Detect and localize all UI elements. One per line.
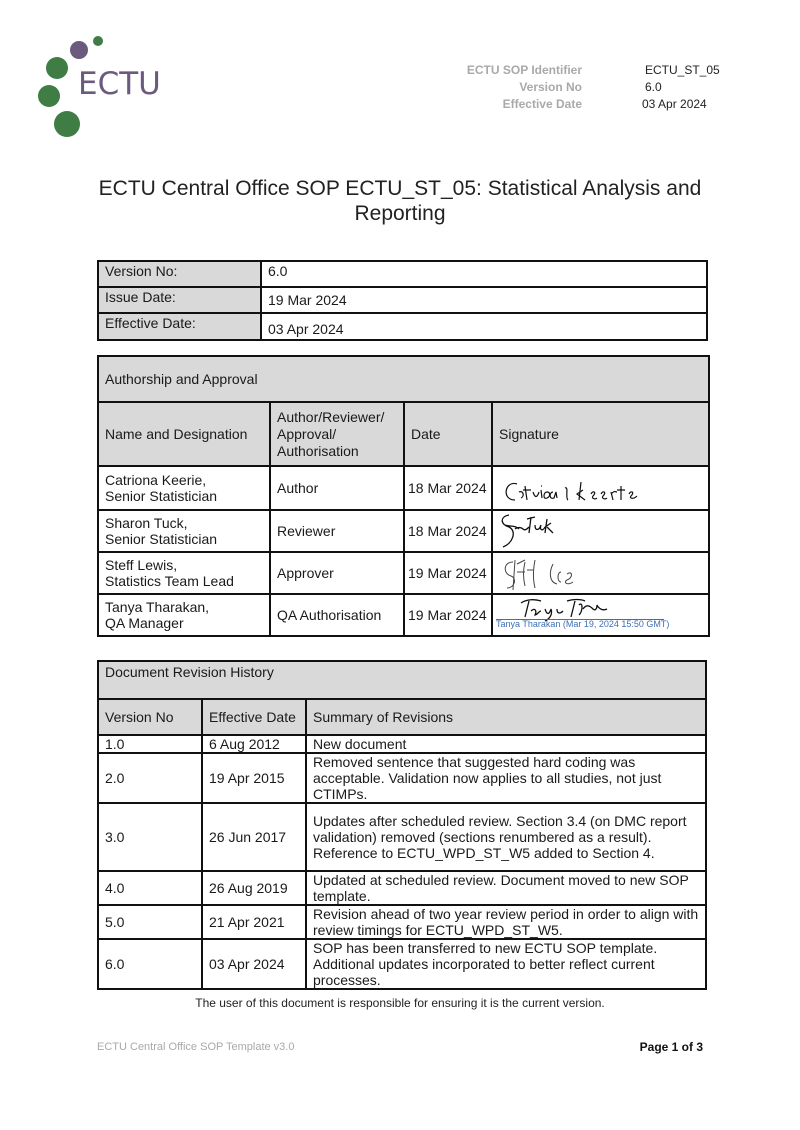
table-row <box>98 699 706 735</box>
meta-value: 6.0 <box>645 80 662 94</box>
role-cell: Approver <box>270 552 404 594</box>
column-header: Date <box>404 402 492 466</box>
person-designation: QA Manager <box>105 615 184 631</box>
summary-cell: Updated at scheduled review. Document moved to new SOP template. <box>306 871 706 905</box>
table-row <box>98 753 706 803</box>
date-cell: 6 Aug 2012 <box>202 735 306 753</box>
table-row <box>98 594 709 636</box>
column-header: Author/Reviewer/ Approval/ Authorisation <box>270 402 404 466</box>
signature-scribble-icon <box>495 470 695 510</box>
person-name: Catriona Keerie, <box>105 472 207 488</box>
version-cell: 2.0 <box>98 753 202 803</box>
name-cell <box>98 552 270 594</box>
date-cell: 26 Jun 2017 <box>202 803 306 871</box>
table-row <box>98 552 709 594</box>
person-designation: Senior Statistician <box>105 488 218 504</box>
version-cell: 4.0 <box>98 871 202 905</box>
table-row <box>98 313 707 340</box>
responsibility-note: The user of this document is responsible for ensuring it is the current version. <box>195 996 605 1010</box>
table-row <box>98 871 706 905</box>
summary-cell: New document <box>306 735 706 753</box>
table-row <box>98 356 709 402</box>
meta-label: Effective Date <box>502 97 582 111</box>
date-cell: 19 Apr 2015 <box>202 753 306 803</box>
signature-catriona-keerie <box>492 466 709 510</box>
date-cell: 19 Mar 2024 <box>404 594 492 636</box>
page-number: Page 1 of 3 <box>639 1040 703 1054</box>
date-cell: 19 Mar 2024 <box>404 552 492 594</box>
document-title: ECTU Central Office SOP ECTU_ST_05: Statistical Analysis and Reporting <box>98 177 702 225</box>
table-row <box>98 402 709 466</box>
signature-sharon-tuck <box>492 510 709 552</box>
role-cell: Author <box>270 466 404 510</box>
signature-caption: Tanya Tharakan (Mar 19, 2024 15:50 GMT) <box>496 619 670 629</box>
table-row <box>98 510 709 552</box>
date-cell: 18 Mar 2024 <box>404 466 492 510</box>
revision-history-heading: Document Revision History <box>98 661 706 699</box>
header-meta <box>450 63 750 114</box>
name-cell <box>98 510 270 552</box>
revision-history-table <box>97 660 707 990</box>
signature-scribble-icon <box>495 511 695 551</box>
table-row <box>98 939 706 989</box>
summary-cell: Revision ahead of two year review period in order to align with review timings for ECTU_WPD_ST_W5. <box>306 905 706 939</box>
person-name: Steff Lewis, <box>105 557 178 573</box>
person-name: Tanya Tharakan, <box>105 599 210 615</box>
effective-date-value: 03 Apr 2024 <box>261 313 707 340</box>
version-cell: 5.0 <box>98 905 202 939</box>
column-header: Effective Date <box>202 699 306 735</box>
effective-date-label: Effective Date: <box>98 313 261 340</box>
role-cell: QA Authorisation <box>270 594 404 636</box>
date-cell: 03 Apr 2024 <box>202 939 306 989</box>
person-designation: Senior Statistician <box>105 531 218 547</box>
authorship-heading: Authorship and Approval <box>98 356 709 402</box>
summary-cell: Updates after scheduled review. Section 3.4 (on DMC report validation) removed (sections renumbered as a result). Reference to ECTU_WPD_ST_W5 added to Section 4. <box>306 803 706 871</box>
table-row <box>98 735 706 753</box>
name-cell <box>98 594 270 636</box>
table-row <box>98 803 706 871</box>
date-cell: 26 Aug 2019 <box>202 871 306 905</box>
table-row <box>98 261 707 287</box>
table-row <box>98 661 706 699</box>
template-version: ECTU Central Office SOP Template v3.0 <box>97 1041 295 1053</box>
role-cell: Reviewer <box>270 510 404 552</box>
date-cell: 18 Mar 2024 <box>404 510 492 552</box>
column-header: Signature <box>492 402 709 466</box>
version-cell: 1.0 <box>98 735 202 753</box>
version-info-table <box>97 260 708 341</box>
name-cell <box>98 466 270 510</box>
meta-label: ECTU SOP Identifier <box>466 63 582 77</box>
version-cell: 3.0 <box>98 803 202 871</box>
meta-label: Version No <box>519 80 582 94</box>
table-row <box>98 466 709 510</box>
meta-row-version <box>450 80 750 97</box>
version-label: Version No: <box>98 261 261 287</box>
column-header: Version No <box>98 699 202 735</box>
ectu-logo <box>34 32 164 142</box>
person-designation: Statistics Team Lead <box>105 573 234 589</box>
signature-tanya-tharakan <box>492 594 709 636</box>
authorship-table <box>97 355 710 637</box>
meta-row-identifier <box>450 63 750 80</box>
issue-date-value: 19 Mar 2024 <box>261 287 707 313</box>
issue-date-label: Issue Date: <box>98 287 261 313</box>
meta-value: ECTU_ST_05 <box>645 63 720 77</box>
column-header: Summary of Revisions <box>306 699 706 735</box>
meta-value: 03 Apr 2024 <box>642 97 707 111</box>
summary-cell: Removed sentence that suggested hard coding was acceptable. Validation now applies to all studies, not just CTIMPs. <box>306 753 706 803</box>
signature-scribble-icon <box>495 554 695 594</box>
logo-text: ECTU <box>78 66 161 102</box>
table-row <box>98 287 707 313</box>
meta-row-effective-date <box>450 97 750 114</box>
version-cell: 6.0 <box>98 939 202 989</box>
date-cell: 21 Apr 2021 <box>202 905 306 939</box>
column-header: Name and Designation <box>98 402 270 466</box>
summary-cell: SOP has been transferred to new ECTU SOP template. Additional updates incorporated to better reflect current processes. <box>306 939 706 989</box>
table-row <box>98 905 706 939</box>
signature-steff-lewis <box>492 552 709 594</box>
person-name: Sharon Tuck, <box>105 515 188 531</box>
version-value: 6.0 <box>261 261 707 287</box>
